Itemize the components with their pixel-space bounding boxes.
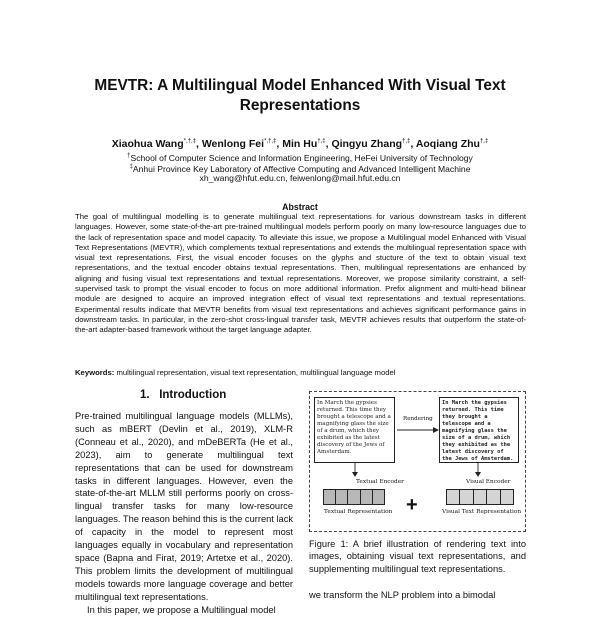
rendering-arrow — [396, 425, 440, 435]
author-name: Min Hu — [282, 138, 318, 150]
author-sup: †,‡ — [317, 138, 326, 145]
intro-paragraph-1: Pre-trained multilingual language models (MLLMs), such as mBERT (Devlin et al., 2019), XLM-R (Conneau et al., 2020), and mDeBERTa (He et al., 2023), aim to generate multilingual text representations that can be used for downstream tasks in different languages. However, even the state-of-the-art MLLM still performs poorly on cross-lingual transfer tasks for many low-resource languages. The reason behind this is the current lack of capacity in the model to represent most languages equally in vocabulary and representation space (Bapna and Firat, 2019; Artetxe et al., 2020). This problem limits the development of multilingual models towards more language coverage and better multilingual text representations. — [75, 411, 293, 602]
keywords-text: multilingual representation, visual text representation, multilingual language model — [116, 368, 396, 377]
figure-source-text-box: In March the gypsies returned. This time they brought a telescope and a magnifying glass the size of a drum, which they exhibited as the latest discovery of the Jews of Amsterdam. — [314, 397, 395, 463]
figure-rendered-text-image: In March the gypsies returned. This time they brought a telescope and a magnifying glass the size of a drum, which they exhibited as the latest discovery of the Jews of Amsterdam. — [439, 397, 519, 463]
keywords-label: Keywords: — [75, 368, 115, 377]
right-column-text: we transform the NLP problem into a bimodal — [309, 590, 496, 600]
paper-title: MEVTR: A Multilingual Model Enhanced With Visual Text Representations — [94, 77, 506, 114]
author-sup: †,‡ — [402, 138, 411, 145]
author-name: Qingyu Zhang — [331, 138, 403, 150]
author-name: Wenlong Fei — [201, 138, 265, 150]
visual-representation-label: Visual Text Representation — [442, 509, 522, 515]
abstract-heading: Abstract — [282, 202, 318, 212]
author-list: Xiaohua Wang*,†,‡, Wenlong Fei*,†,‡, Min Hu†,‡, Qingyu Zhang†,‡, Aoqiang Zhu†,‡ — [111, 138, 489, 150]
affiliation-sup: † — [127, 153, 131, 159]
section-heading — [140, 389, 226, 401]
author-sup: †,‡ — [479, 138, 489, 145]
author-name: Xiaohua Wang — [111, 138, 184, 150]
visual-encoder-label: Visual Encoder — [466, 479, 511, 485]
rendering-label: Rendering — [403, 416, 433, 422]
author-sup: *,†,‡ — [183, 138, 196, 145]
textual-representation-bar — [323, 489, 385, 505]
visual-representation-bar — [446, 489, 514, 505]
author-sup: *,†,‡ — [264, 138, 277, 145]
textual-representation-label: Textual Representation — [324, 509, 393, 515]
text-encoder-arrow — [350, 463, 360, 477]
affiliation-text: School of Computer Science and Information Engineering, HeFei University of Technology — [130, 152, 473, 163]
author-emails: xh_wang@hfut.edu.cn, feiwenlong@mail.hfut.edu.cn — [199, 173, 401, 183]
section-title: Introduction — [159, 389, 227, 401]
figure-caption: Figure 1: A brief illustration of rendering text into images, obtaining visual text representations, and supplementing multilingual text representations. — [309, 539, 526, 574]
intro-paragraph-2: In this paper, we propose a Multilingual model — [87, 604, 276, 615]
plus-sign: + — [406, 494, 418, 516]
section-number: 1. — [140, 389, 150, 401]
affiliation-text: Anhui Province Key Laboratory of Affective Computing and Advanced Intelligent Machine — [132, 163, 471, 174]
text-encoder-label: Textual Encoder — [356, 479, 404, 485]
affiliation-sup: ‡ — [129, 164, 133, 170]
visual-encoder-arrow — [473, 463, 483, 477]
author-name: Aoqiang Zhu — [415, 138, 480, 150]
abstract-text: The goal of multilingual modelling is to generate multilingual text representations for various downstream tasks in different languages. However, some state-of-the-art pre-trained multilingual models perform poorly on many low-resource languages due to the lack of representation space and model capacity. To alleviate this issue, we propose a Multilingual model Enhanced with Visual Text Representations (MEVTR), which complements textual representations and extends the multilingual representation space with visual text representations. First, the visual encoder focuses on the glyphs and stucture of the text to obtain visual text representations, and the textual encoder obtains textual representations. Then, multilingual representations are enhanced by aligning and fusing visual text representations and textual representations. Moreover, we propose similarity constraint, a self-supervised task to prompt the visual encoder to focus on more additional information. Prefix alignment and multi-head bilinear module are designed to acquire an improved integration effect of visual text representations and textual representations. Experimental results indicate that MEVTR benefits from visual text representations and achieves significant performance gains in downstream tasks. In particular, in the zero-shot cross-lingual transfer task, MEVTR achieves results that outperform the state-of-the-art adapter-based framework without the target language adapter. — [75, 212, 526, 335]
intro-text — [75, 410, 293, 617]
keywords — [75, 368, 526, 377]
